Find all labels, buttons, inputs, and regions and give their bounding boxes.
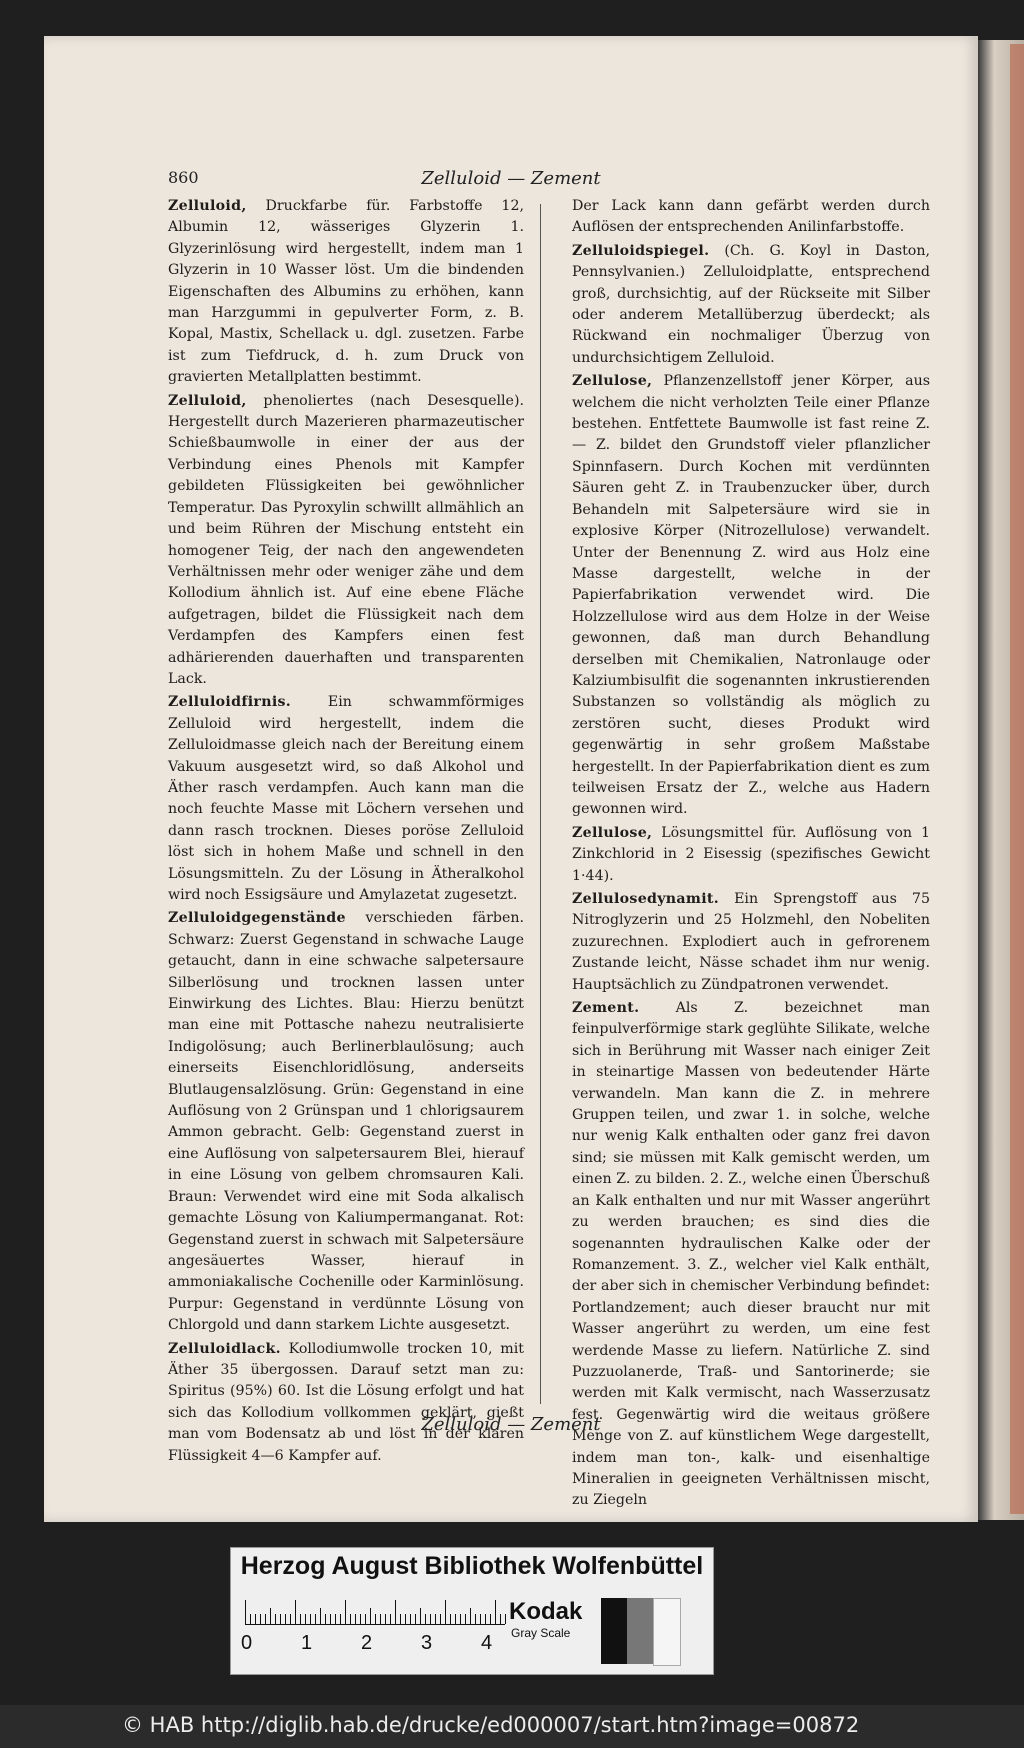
ruler-label: 3 xyxy=(421,1632,433,1654)
copyright-bar xyxy=(0,1705,1024,1748)
ruler-tick xyxy=(405,1614,406,1624)
ruler-tick xyxy=(275,1614,276,1624)
ruler-tick xyxy=(350,1614,351,1624)
ruler-tick xyxy=(395,1600,396,1624)
ruler-tick xyxy=(390,1614,391,1624)
ruler-tick xyxy=(460,1614,461,1624)
ruler-tick xyxy=(450,1614,451,1624)
ruler-tick xyxy=(380,1614,381,1624)
ruler-tick xyxy=(500,1614,501,1624)
left-column xyxy=(168,196,524,1469)
ruler-tick xyxy=(355,1614,356,1624)
entry-headword: Zement. xyxy=(572,1000,640,1017)
entry-headword: Zellulose, xyxy=(572,824,653,841)
column-divider xyxy=(540,204,541,1404)
ruler-tick xyxy=(325,1614,326,1624)
kodak-logo: Kodak xyxy=(509,1598,583,1625)
ruler-tick xyxy=(310,1614,311,1624)
ruler-tick xyxy=(475,1614,476,1624)
ruler-tick xyxy=(415,1614,416,1624)
entry-text: Der Lack kann dann gefärbt werden durch Auflösen der entsprechenden Anilinfarbstoffe. xyxy=(572,198,930,236)
ruler-label: 1 xyxy=(301,1632,313,1654)
ruler-tick xyxy=(330,1614,331,1624)
gray-patch-black xyxy=(601,1598,627,1664)
gray-patch-mid xyxy=(627,1598,653,1664)
gray-scale-label: Gray Scale xyxy=(511,1626,571,1640)
ruler-tick xyxy=(465,1614,466,1624)
entry-text: Lösungsmittel für. Auflösung von 1 Zinkchlorid in 2 Eisessig (spezifisches Gewicht 1·44). xyxy=(572,824,930,884)
dictionary-entry xyxy=(572,823,930,887)
ruler-label: 2 xyxy=(361,1632,373,1654)
ruler-label: 0 xyxy=(241,1632,253,1654)
ruler-tick xyxy=(290,1614,291,1624)
dictionary-entry xyxy=(572,241,930,369)
entry-headword: Zelluloid, xyxy=(168,198,247,214)
dictionary-entry xyxy=(572,196,930,239)
footer-running-title: Zelluloid — Zement xyxy=(421,1414,601,1435)
ruler-tick xyxy=(480,1614,481,1624)
ruler-tick xyxy=(250,1614,251,1624)
ruler-tick xyxy=(245,1600,246,1624)
ruler-tick xyxy=(285,1614,286,1624)
dictionary-entry xyxy=(168,196,524,389)
entry-text: verschieden färben. Schwarz: Zuerst Gegenstand in schwache Lauge getaucht, dann in eine schwache salpetersaure Silberlösung und trocknen lassen unter Einwirkung des Lichtes. Blau: Hierzu benützt man eine mit Pottasche nahezu neutralisierte Indigolösung; auch Berlinerblaulösung; auch einerseits Eisenchloridlösung, anderseits Blutlaugensalzlösung. Grün: Gegenstand in eine Auflösung von 2 Grünspan und 1 chlorigsaurem Ammon gebracht. Gelb: Gegenstand zuerst in eine Auflösung von salpetersaurem Blei, hierauf in eine Lösung von gelbem chromsauren Kali. Braun: Verwendet wird eine mit Soda alkalisch gemachte Lösung von Kaliumpermanganat. Rot: Gegenstand zuerst in schwach mit Salpetersäure angesäuertes Wasser, hierauf in ammoniakalische Cochenille oder Karminlösung. Purpur: Gegenstand in verdünnte Lösung von Chlorgold und dann starkem Lichte ausgesetzt. xyxy=(168,910,524,1334)
entry-headword: Zellulosedynamit. xyxy=(572,891,720,907)
measurement-ruler xyxy=(245,1598,505,1625)
entry-headword: Zelluloidlack. xyxy=(168,1340,281,1357)
entry-text: phenoliertes (nach Desesquelle). Hergestellt durch Mazerieren pharmazeutischer Schießbaumwolle in einer der aus der Verbindung eines Phenols mit Kampfer gebildeten Flüssigkeiten bei gewöhnlicher Temperatur. Das Pyroxylin schwillt allmählich an und beim Rühren der Mischung entsteht ein homogener Teig, der nach den angewendeten Verhältnissen mehr oder weniger zähe und dem Kollodium ähnlich ist. Auf eine ebene Fläche aufgetragen, bildet die Flüssigkeit nach dem Verdampfen des Kampfers einen fest adhärierenden dauerhaften und transparenten Lack. xyxy=(168,392,524,687)
ruler-tick xyxy=(340,1614,341,1624)
entry-text: Kollodiumwolle trocken 10, mit Äther 35 übergossen. Darauf setzt man zu: Spiritus (95%) 60. Ist die Lösung erfolgt und hat sich das Kollodium vollkommen geklärt, gießt man vom Bodensatz ab und löst in der klaren Flüssigkeit 4—6 Kampfer auf. xyxy=(168,1340,524,1464)
ruler-tick xyxy=(505,1614,506,1624)
ruler-label: 4 xyxy=(481,1632,493,1654)
ruler-tick xyxy=(360,1614,361,1624)
ruler-tick xyxy=(280,1614,281,1624)
running-title: Zelluloid — Zement xyxy=(421,168,601,189)
ruler-tick xyxy=(305,1614,306,1624)
dictionary-entry xyxy=(168,908,524,1336)
gray-patch-white xyxy=(653,1598,681,1666)
book-page xyxy=(44,36,978,1522)
page-number: 860 xyxy=(168,168,199,187)
ruler-tick xyxy=(495,1600,496,1624)
ruler-tick xyxy=(265,1614,266,1624)
dictionary-entry xyxy=(572,889,930,996)
entry-text: Als Z. bezeichnet man feinpulverförmige stark geglühte Silikate, welche sich in Berührung mit Wasser nach einiger Zeit in steinartige Massen von bedeutender Härte verwandeln. Man kann die Z. in mehrere Gruppen teilen, und zwar 1. in solche, welche nur wenig Kalk enthalten oder ganz frei davon sind; sie müssen mit Kalk gemischt werden, um einen Z. zu bilden. 2. Z., welche einen Überschuß an Kalk enthalten und nur mit Wasser angerührt zu werden brauchen; es sind dies die sogenannten hydraulischen Kalke oder der Romanzement. 3. Z., welcher viel Kalk enthält, der aber sich in chemischer Verbindung befindet: Portlandzement; auch dieser braucht nur mit Wasser angerührt zu werden, um eine fest werdende Masse zu liefern. Natürliche Z. sind Puzzuolanerde, Traß- und Santorinerde; sie werden mit Kalk vermischt, nach Wasserzusatz fest. Gegenwärtig wird die weitaus größere Menge von Z. auf künstlichem Wege dargestellt, indem man ton-, kalk- und eisenhaltige Mineralien in geeigneten Verhältnissen mischt, zu Ziegeln xyxy=(572,1000,930,1509)
dictionary-entry xyxy=(168,391,524,691)
ruler-tick xyxy=(435,1614,436,1624)
dictionary-entry xyxy=(168,1339,524,1467)
ruler-tick xyxy=(470,1608,471,1624)
entry-text: (Ch. G. Koyl in Daston, Pennsylvanien.) Zelluloidplatte, entsprechend groß, durchsichtig, auf der Rückseite mit Silber oder anderem Metallüberzug überdeckt; als Rückwand ein nochmaliger Überzug von undurchsichtigem Zelluloid. xyxy=(572,242,930,366)
ruler-tick xyxy=(490,1614,491,1624)
ruler-tick xyxy=(420,1608,421,1624)
ruler-tick xyxy=(430,1614,431,1624)
ruler-tick xyxy=(260,1614,261,1624)
ruler-tick xyxy=(485,1614,486,1624)
ruler-tick xyxy=(300,1614,301,1624)
color-calibration-card xyxy=(230,1547,714,1675)
ruler-tick xyxy=(320,1608,321,1624)
ruler-tick xyxy=(400,1614,401,1624)
entry-text: Pflanzenzellstoff jener Körper, aus welchem die nicht verholzten Teile einer Pflanze bestehen. Entfettete Baumwolle ist fast reine Z. — Z. bildet den Grundstoff vieler pflanzlicher Spinnfasern. Durch Kochen mit verdünnten Säuren geht Z. in Traubenzucker über, durch Behandeln mit Salpetersäure wird sie in explosive Körper (Nitrozellulose) verwandelt. Unter der Benennung Z. wird aus Holz eine Masse dargestellt, welche in der Papierfabrikation verwendet wird. Die Holzzellulose wird aus dem Holze in der Weise gewonnen, daß man durch Behandlung derselben mit Chemikalien, Natronlauge oder Kalziumbisulfit die sogenannten inkrustierenden Substanzen so vollständig als möglich zu zerstören sucht, dieses Produkt wird gegenwärtig in sehr großem Maßstabe hergestellt. In der Papierfabrikation dient es zum teilweisen Ersatz der Z., welche aus Hadern gewonnen wird. xyxy=(572,373,930,818)
entry-headword: Zelluloidgegenstände xyxy=(168,910,346,927)
dictionary-entry xyxy=(572,371,930,821)
ruler-tick xyxy=(335,1614,336,1624)
ruler-tick xyxy=(385,1614,386,1624)
ruler-tick xyxy=(375,1614,376,1624)
ruler-tick xyxy=(370,1608,371,1624)
ruler-tick xyxy=(315,1614,316,1624)
right-column xyxy=(572,196,930,1514)
ruler-tick xyxy=(445,1600,446,1624)
entry-headword: Zelluloid, xyxy=(168,392,247,409)
copyright-text: © HAB http://diglib.hab.de/drucke/ed000007/start.htm?image=00872 xyxy=(122,1713,860,1737)
page-header xyxy=(44,168,978,192)
ruler-tick xyxy=(365,1614,366,1624)
entry-text: Ein schwammförmiges Zelluloid wird hergestellt, indem die Zelluloidmasse gleich nach der Bereitung einem Vakuum ausgesetzt wird, so daß Alkohol und Äther rasch verdampfen. Auch kann man die noch feuchte Masse mit Löchern versehen und dann rasch trocknen. Dieses poröse Zelluloid löst sich in hohem Maße und schnell in den Lösungsmitteln. Zu der Lösung in Ätheralkohol wird noch Essigsäure und Amylazetat zugesetzt. xyxy=(168,694,524,903)
ruler-tick xyxy=(295,1600,296,1624)
ruler-tick xyxy=(255,1614,256,1624)
ruler-tick xyxy=(410,1614,411,1624)
ruler-tick xyxy=(270,1608,271,1624)
library-name: Herzog August Bibliothek Wolfenbüttel xyxy=(240,1552,704,1580)
entry-headword: Zelluloidspiegel. xyxy=(572,242,710,259)
entry-headword: Zellulose, xyxy=(572,373,653,390)
dictionary-entry xyxy=(168,692,524,906)
ruler-tick xyxy=(345,1600,346,1624)
entry-text: Druckfarbe für. Farbstoffe 12, Albumin 12, wässeriges Glyzerin 1. Glyzerinlösung wird hergestellt, indem man 1 Glyzerin in 10 Wasser löst. Um die bindenden Eigenschaften des Albumins zu erhöhen, kann man Harzgummi in gepulverter Form, z. B. Kopal, Mastix, Schellack u. dgl. zusetzen. Farbe ist zum Tiefdruck, d. h. zum Druck von gravierten Metallplatten bestimmt. xyxy=(168,198,524,386)
ruler-tick xyxy=(455,1614,456,1624)
entry-text: Ein Sprengstoff aus 75 Nitroglyzerin und 25 Holzmehl, den Nobeliten zuzurechnen. Explodiert auch in gefrorenem Zustande leicht, Nässe schadet ihm nur wenig. Hauptsächlich zu Zündpatronen verwendet. xyxy=(572,891,930,993)
ruler-tick xyxy=(425,1614,426,1624)
entry-headword: Zelluloidfirnis. xyxy=(168,694,292,711)
ruler-tick xyxy=(440,1614,441,1624)
book-edge xyxy=(1010,44,1024,1514)
